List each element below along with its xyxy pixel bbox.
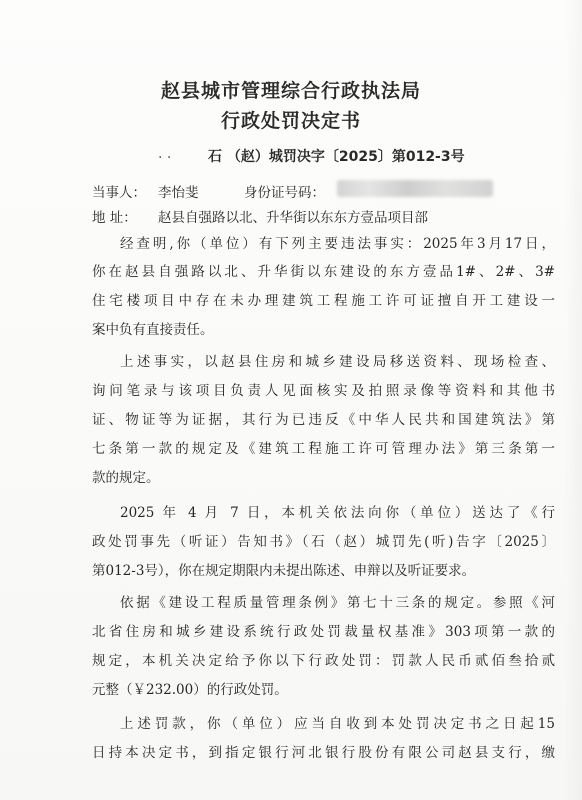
id-number-label: 身份证号码： (244, 185, 325, 201)
party-name: 李怡斐 (158, 185, 199, 201)
document-type-title: 行政处罚决定书 (220, 110, 361, 132)
paragraph-4-line-1: 依据《建设工程质量管理条例》第七十三条的规定。参照《河 (120, 595, 555, 611)
paragraph-4-line-3: 规定，本机关决定给予你以下行政处罚：罚款人民币贰佰叁拾贰 (92, 653, 555, 669)
paragraph-1-line-3: 住宅楼项目中存在未办理建筑工程施工许可证擅自开工建设一 (92, 293, 555, 309)
paragraph-4-line-4: 元整（￥232.00）的行政处罚。 (92, 682, 288, 698)
stamp-dots: . . (158, 146, 172, 162)
paragraph-2-line-1: 上述事实，以赵县住房和城乡建设局移送资料、现场检查、 (120, 354, 555, 370)
paragraph-2-line-2: 询问笔录与该项目负责人见面核实及拍照录像等资料和其他书 (92, 383, 555, 399)
page-edge-shadow (564, 0, 582, 800)
agency-title: 赵县城市管理综合行政执法局 (160, 80, 421, 102)
paragraph-1-line-1: 经查明,你（单位）有下列主要违法事实：2025年3月17日， (120, 236, 555, 252)
paragraph-5-line-1: 上述罚款，你（单位）应当自收到本处罚决定书之日起15 (120, 716, 555, 732)
paragraph-3-line-2: 政处罚事先（听证）告知书》（石（赵）城罚先(听)告字〔2025〕 (92, 534, 555, 550)
paragraph-1-line-2: 你在赵县自强路以北、升华街以东建设的东方壹品1#、2#、3# (92, 264, 555, 280)
paragraph-5-line-2: 日持本决定书，到指定银行河北银行股份有限公司赵县支行，缴 (92, 745, 555, 761)
paragraph-2-line-4: 七条第一款的规定及《建筑工程施工许可管理办法》第三条第一 (92, 441, 555, 457)
redacted-id-number (337, 180, 493, 197)
paragraph-3-line-1: 2025 年 4 月 7 日，本机关依法向你（单位）送达了《行 (120, 505, 555, 521)
paragraph-3-line-3: 第012-3号），你在规定期限内未提出陈述、申辩以及听证要求。 (92, 563, 476, 579)
paragraph-2-line-5: 款的规定。 (92, 470, 160, 486)
paragraph-4-line-2: 北省住房和城乡建设系统行政处罚裁量权基准》303项第一款的 (92, 624, 555, 640)
address-value: 赵县自强路以北、升华街以东东方壹品项目部 (158, 210, 428, 226)
paragraph-1-line-4: 案中负有直接责任。 (92, 322, 214, 338)
document-number: 石 （赵）城罚决字〔2025〕第012-3号 (208, 149, 465, 165)
party-label: 当事人： (92, 185, 146, 201)
address-label: 地 址： (92, 210, 137, 226)
paragraph-2-line-3: 证、物证等为证据，其行为已违反《中华人民共和国建筑法》第 (92, 412, 555, 428)
